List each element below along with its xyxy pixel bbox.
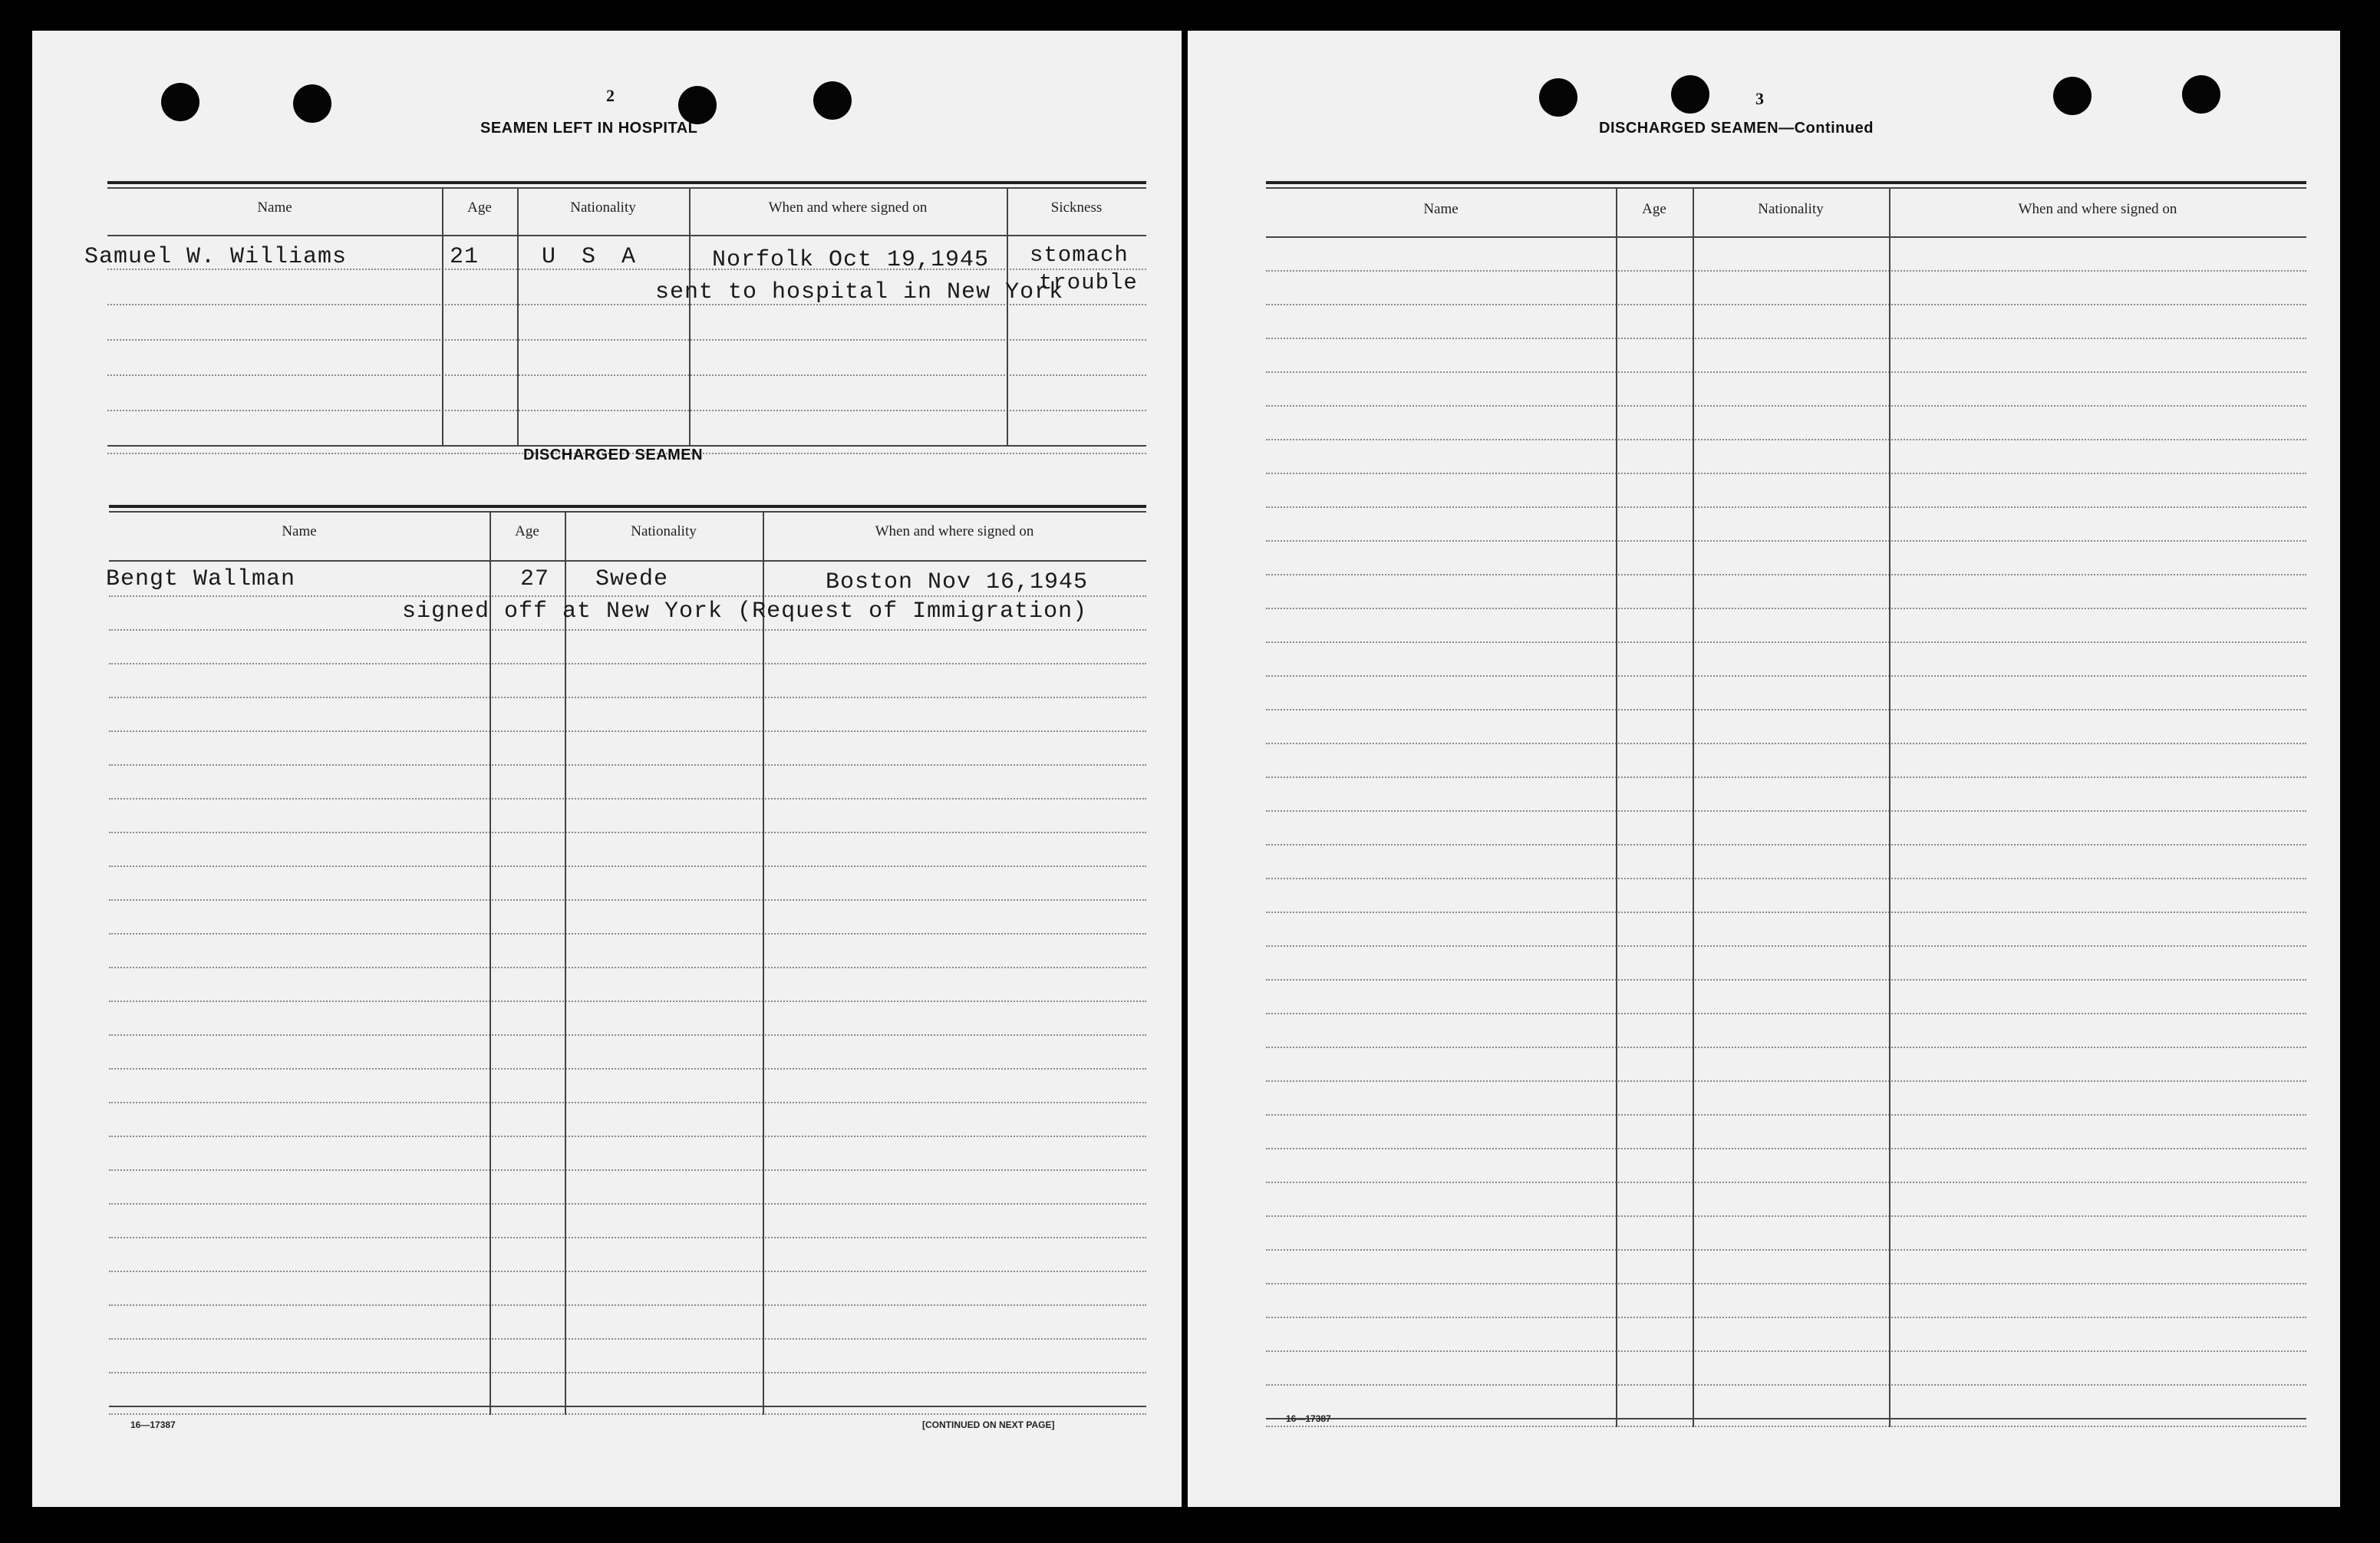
table-rule: [1266, 1418, 2306, 1419]
row-line: [1266, 608, 2306, 609]
discharged-table: [106, 471, 1146, 1442]
header-signed-on: When and where signed on: [875, 523, 1034, 539]
row-line: [1266, 1249, 2306, 1251]
row-line: [1266, 979, 2306, 981]
row-line: [109, 832, 1146, 833]
row-line: [109, 967, 1146, 968]
row-line: [109, 933, 1146, 935]
column-divider: [1889, 187, 1890, 1427]
table-rule: [1266, 187, 2306, 189]
header-name: Name: [257, 199, 292, 216]
row-line: [1266, 1080, 2306, 1082]
header-signed-on: When and where signed on: [768, 199, 928, 216]
column-divider: [1616, 187, 1617, 1427]
row-line: [1266, 641, 2306, 643]
row-line: [1266, 1182, 2306, 1183]
hospital-entry-signed-on: Norfolk Oct 19,1945: [712, 247, 990, 273]
row-line: [1266, 1350, 2306, 1352]
hospital-entry-age: 21: [450, 244, 480, 270]
page-number: 3: [1755, 89, 1764, 108]
header-age: Age: [1642, 201, 1666, 217]
row-line: [109, 663, 1146, 664]
row-line: [107, 339, 1146, 341]
row-line: [1266, 912, 2306, 913]
header-nationality: Nationality: [1758, 201, 1824, 217]
row-line: [109, 1136, 1146, 1137]
column-divider: [689, 187, 691, 447]
column-divider: [442, 187, 443, 447]
row-line: [109, 865, 1146, 867]
table-rule: [109, 1406, 1146, 1407]
column-divider: [1007, 187, 1008, 447]
row-line: [1266, 844, 2306, 846]
punch-hole: [813, 81, 852, 120]
row-line: [107, 374, 1146, 376]
discharged-section-title: DISCHARGED SEAMEN: [523, 447, 704, 463]
row-line: [109, 1413, 1146, 1415]
hospital-section-title: SEAMEN LEFT IN HOSPITAL: [480, 120, 698, 137]
row-line: [109, 730, 1146, 732]
row-line: [109, 1102, 1146, 1103]
continued-note: [CONTINUED ON NEXT PAGE]: [922, 1419, 1055, 1430]
page-number: 2: [606, 86, 615, 105]
row-line: [109, 1304, 1146, 1306]
row-line: [1266, 574, 2306, 575]
row-line: [109, 1034, 1146, 1036]
hospital-entry-sickness-2: trouble: [1039, 270, 1138, 295]
column-divider: [1693, 187, 1694, 1427]
header-sickness: Sickness: [1050, 199, 1103, 216]
header-signed-on: When and where signed on: [2018, 201, 2177, 217]
table-rule: [107, 187, 1146, 189]
right-page: [1188, 31, 2340, 1507]
row-line: [1266, 1148, 2306, 1149]
row-line: [109, 1372, 1146, 1373]
row-line: [1266, 506, 2306, 508]
row-line: [109, 899, 1146, 901]
row-line: [1266, 405, 2306, 407]
hospital-entry-name: Samuel W. Williams: [84, 244, 348, 270]
row-line: [109, 697, 1146, 698]
table-rule: [109, 560, 1146, 562]
hospital-table: [84, 147, 1146, 462]
header-age: Age: [515, 523, 539, 539]
column-divider: [565, 511, 566, 1415]
header-name: Name: [282, 523, 317, 539]
table-rule: [107, 235, 1146, 236]
row-line: [1266, 270, 2306, 272]
row-line: [1266, 1047, 2306, 1048]
column-divider: [763, 511, 764, 1415]
header-name: Name: [1423, 201, 1459, 217]
row-line: [109, 1271, 1146, 1272]
discharged-entry-nationality: Swede: [595, 566, 669, 592]
row-line: [109, 1237, 1146, 1238]
header-nationality: Nationality: [570, 199, 636, 216]
punch-hole: [2182, 75, 2220, 114]
row-line: [1266, 540, 2306, 542]
row-line: [109, 1001, 1146, 1002]
row-line: [1266, 1013, 2306, 1014]
row-line: [1266, 776, 2306, 778]
punch-hole: [161, 83, 199, 121]
row-line: [1266, 709, 2306, 711]
hospital-entry-remark: sent to hospital in New York: [655, 279, 1064, 305]
row-line: [109, 1338, 1146, 1340]
header-nationality: Nationality: [631, 523, 697, 539]
discharged-entry-name: Bengt Wallman: [106, 566, 296, 592]
row-line: [1266, 1426, 2306, 1427]
row-line: [1266, 743, 2306, 744]
punch-hole: [1539, 78, 1577, 117]
form-number: 16—17387: [1286, 1413, 1331, 1424]
punch-hole: [678, 86, 717, 124]
row-line: [1266, 1384, 2306, 1386]
discharged-entry-remark: signed off at New York (Request of Immigration): [402, 598, 1088, 625]
row-line: [109, 629, 1146, 631]
header-age: Age: [467, 199, 492, 216]
form-number: 16—17387: [130, 1419, 176, 1430]
table-rule: [1266, 181, 2306, 184]
row-line: [1266, 439, 2306, 440]
row-line: [1266, 810, 2306, 812]
row-line: [109, 798, 1146, 800]
row-line: [109, 1068, 1146, 1070]
row-line: [109, 1203, 1146, 1205]
punch-hole: [2053, 77, 2092, 115]
punch-hole: [293, 84, 331, 123]
discharged-continued-title: DISCHARGED SEAMEN—Continued: [1599, 120, 1874, 137]
row-line: [107, 410, 1146, 411]
row-line: [1266, 878, 2306, 879]
row-line: [1266, 338, 2306, 339]
row-line: [1266, 371, 2306, 373]
table-rule: [107, 181, 1146, 184]
row-line: [1266, 473, 2306, 474]
column-divider: [490, 511, 491, 1415]
row-line: [109, 1169, 1146, 1171]
hospital-entry-sickness-1: stomach: [1030, 242, 1129, 268]
row-line: [1266, 1317, 2306, 1318]
table-rule: [1266, 236, 2306, 238]
row-line: [1266, 1215, 2306, 1217]
discharged-continued-table: [1266, 147, 2306, 1446]
left-page: [32, 31, 1182, 1507]
table-rule: [109, 511, 1146, 513]
row-line: [1266, 304, 2306, 305]
row-line: [1266, 1283, 2306, 1284]
punch-hole: [1671, 75, 1709, 114]
row-line: [1266, 945, 2306, 947]
column-divider: [517, 187, 519, 447]
hospital-entry-nationality: U S A: [542, 244, 642, 270]
discharged-entry-age: 27: [520, 566, 550, 592]
row-line: [1266, 1114, 2306, 1116]
row-line: [1266, 675, 2306, 677]
table-rule: [109, 505, 1146, 508]
row-line: [109, 595, 1146, 597]
row-line: [109, 764, 1146, 766]
discharged-entry-signed-on: Boston Nov 16,1945: [826, 569, 1089, 595]
